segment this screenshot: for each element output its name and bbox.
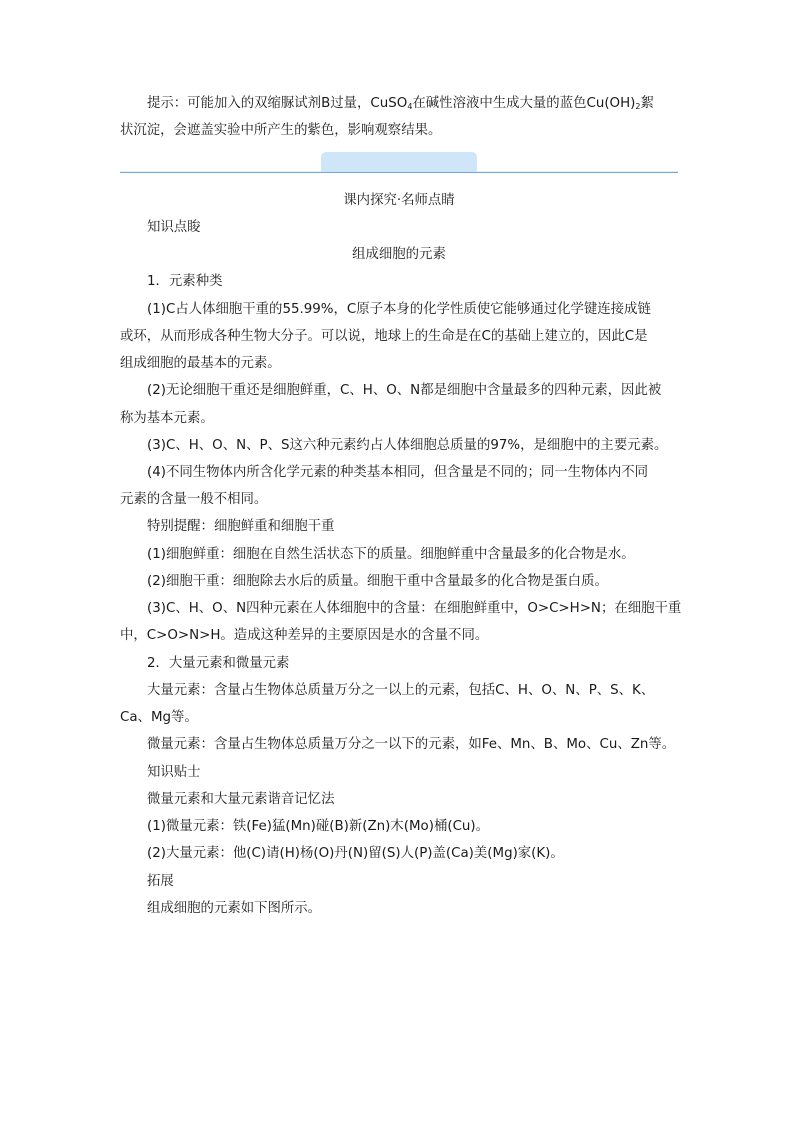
mnemonic-title: 微量元素和大量元素谐音记忆法 [147,792,335,807]
hint-text-c: 絮 [640,96,654,111]
extend-label: 拓展 [147,874,174,889]
mnemonic-micro: (1)微量元素：铁(Fe)猛(Mn)碰(B)新(Zn)木(Mo)桶(Cu)。 [147,819,490,834]
paragraph-2-line-1: (2)无论细胞干重还是细胞鲜重，C、H、O、N都是细胞中含量最多的四种元素，因此被 [147,383,662,398]
hint-subscript-4: 4 [407,102,413,111]
hint-line-1 [147,95,654,113]
tip-content-line-1: (3)C、H、O、N四种元素在人体细胞中的含量：在细胞鲜重中，O>C>H>N；在细胞干重 [147,601,682,616]
paragraph-2-line-2: 称为基本元素。 [120,411,214,426]
special-tip-heading: 特别提醒：细胞鲜重和细胞干重 [147,519,335,534]
tip-fresh-weight: (1)细胞鲜重：细胞在自然生活状态下的质量。细胞鲜重中含量最多的化合物是水。 [147,547,635,562]
heading-element-types: 1．元素种类 [147,274,223,289]
mnemonic-macro: (2)大量元素：他(C)请(H)杨(O)丹(N)留(S)人(P)盖(Ca)美(Mg)家(K)。 [147,846,564,861]
hint-text-a: 提示：可能加入的双缩脲试剂B过量，CuSO [147,96,408,111]
hint-subscript-2: 2 [635,102,641,111]
hint-text-b: 在碱性溶液中生成大量的蓝色Cu(OH) [412,96,636,111]
section-subtitle: 组成细胞的元素 [352,247,446,262]
hint-line-2: 状沉淀，会遮盖实验中所产生的紫色，影响观察结果。 [120,123,442,138]
section-title: 课内探究·名师点睛 [343,193,455,208]
extend-text: 组成细胞的元素如下图所示。 [147,901,322,916]
knowledge-tip-label: 知识贴士 [147,765,201,780]
knowledge-point-label: 知识点睃 [147,220,201,235]
paragraph-1-line-1: (1)C占人体细胞干重的55.99%，C原子本身的化学性质使它能够通过化学键连接成链 [147,302,651,317]
paragraph-1-line-3: 组成细胞的最基本的元素。 [120,356,281,371]
paragraph-1-line-2: 或环，从而形成各种生物大分子。可以说，地球上的生命是在C的基础上建立的，因此C是 [120,329,648,344]
section-divider [120,172,678,173]
paragraph-4-line-2: 元素的含量一般不相同。 [120,492,268,507]
tip-dry-weight: (2)细胞干重：细胞除去水后的质量。细胞干重中含量最多的化合物是蛋白质。 [147,574,608,589]
tip-content-line-2: 中，C>O>N>H。造成这种差异的主要原因是水的含量不同。 [120,628,489,643]
macro-elements-line-1: 大量元素：含量占生物体总质量万分之一以上的元素，包括C、H、O、N、P、S、K、 [147,683,655,698]
paragraph-4-line-1: (4)不同生物体内所含化学元素的种类基本相同，但含量是不同的；同一生物体内不同 [147,465,649,480]
macro-elements-line-2: Ca、Mg等。 [120,710,198,725]
paragraph-3-line-1: (3)C、H、O、N、P、S这六种元素约占人体细胞总质量的97%，是细胞中的主要元素。 [147,438,668,453]
heading-macro-micro: 2．大量元素和微量元素 [147,656,290,671]
micro-elements-line: 微量元素：含量占生物体总质量万分之一以下的元素，如Fe、Mn、B、Mo、Cu、Zn等。 [147,737,676,752]
section-banner-tab [321,152,477,173]
